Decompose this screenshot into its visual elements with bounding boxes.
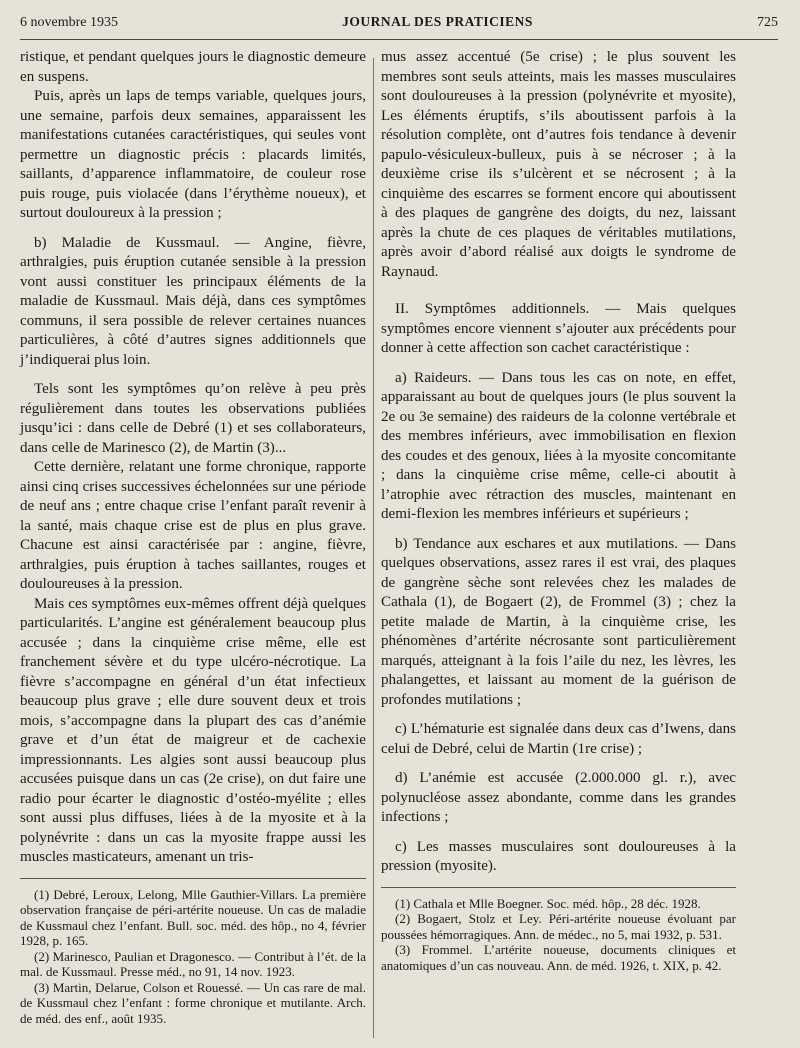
running-header (20, 14, 778, 40)
footnote: (1) Cathala et Mlle Boegner. Soc. méd. hôp., 28 déc. 1928. (395, 895, 701, 911)
footnote: (2) Marinesco, Paulian et Dragonesco. — Contribut à l’ét. de la mal. de Kussmaul. Presse méd., no 91, 14 nov. 1923. (20, 948, 366, 979)
column-divider (373, 58, 374, 1038)
paragraph: c) L’hématurie est signalée dans deux cas d’Iwens, dans celui de Debré, celui de Martin (1re crise) ; (381, 721, 736, 757)
issue-date: 6 novembre 1935 (20, 15, 118, 30)
left-column (20, 48, 366, 1026)
journal-title: JOURNAL DES PRATICIENS (342, 14, 533, 29)
right-column (381, 48, 736, 973)
paragraph: d) L’anémie est accusée (2.000.000 gl. r.), avec polynucléose assez abondante, comme dans les grandes infections ; (381, 770, 736, 825)
paragraph: Mais ces symptômes eux-mêmes offrent déjà quelques particularités. L’angine est généralement beaucoup plus accusée ; dans la cinquième crise même, elle est franchement sévère et du type ulcéro-nécrotique. La fièvre s’accompagne en général d’un état infectieux beaucoup plus grave ; elle dure souvent deux et trois mois, s’accompagne dans la plupart des cas d’anémie grave et d’un état de maigreur et de cachexie impressionnants. Les algies sont aussi beaucoup plus accusées puisque dans un cas (2e crise), on dut faire une radio pour écarter le diagnostic d’ostéo-myélite ; elles sont aussi plus diffuses, liées à de la myosite et à la polynévrite : dans un cas la myosite frappe aussi les muscles masticateurs, amenant un tris- (20, 595, 366, 865)
paragraph: b) Tendance aux eschares et aux mutilations. — Dans quelques observations, assez rares il est vrai, des plaques de gangrène sèche sont relevées chez les malades de Cathala (1), de Bogaert (2), de Frommel (3) ; chez la petite malade de Martin, à la cinquième crise, les phénomènes d’artérite nécrosante sont particulièrement marqués, atteignant à la fois l’aile du nez, les lèvres, les phalangettes, et laissant au moment de la guérison de profondes mutilations ; (381, 535, 736, 708)
paragraph: mus assez accentué (5e crise) ; le plus souvent les membres sont seuls atteints, mais les masses musculaires sont douloureuses à la pression (polynévrite et myosite), Les éléments éruptifs, s’ils aboutissent parfois à la résolution complète, ont d’autres fois tendance à devenir papulo-vésiculeux-bulleux, puis à se nécroser ; à la deuxième crise ils s’ulcèrent et se nécrosent ; à la cinquième des escarres se forment encore qui aboutissent à des plaques de gangrène des doigts, du nez, laissant après la chute de ces plaques de véritables mutilations, après avoir d’abord réalisé aux doigts le syndrome de Raynaud. (381, 49, 736, 280)
paragraph: Puis, après un laps de temps variable, quelques jours, une semaine, parfois deux semaines, apparaissent les manifestations cutanées caractéristiques, qui seules vont permettre un diagnostic précis : placards limités, saillants, d’apparence inflammatoire, de couleur rose puis rouge, puis violacée (dans l’érythème noueux), et surtout douloureux à la pression ; (20, 88, 366, 221)
footnote: (1) Debré, Leroux, Lelong, Mlle Gauthier-Villars. La première observation française de péri-artérite noueuse. Un cas de maladie de Kussmaul chez l’enfant. Bull. soc. méd. des hôp., no 4, février 1928, p. 165. (20, 886, 366, 948)
paragraph: a) Raideurs. — Dans tous les cas on note, en effet, apparaissant au bout de quelques jours (le plus souvent la 2e ou 3e semaine) des raideurs de la colonne vertébrale et des membres inférieurs, avec immobilisation en flexion des coudes et des genoux, liées à la myosite concomitante ; dans la cinquième crise même, celle-ci aboutit à l’atrophie avec rétraction des muscles, maintenant en demi-flexion les membres inférieurs et supérieurs ; (381, 369, 736, 522)
paragraph: c) Les masses musculaires sont douloureuses à la pression (myosite). (381, 838, 736, 874)
footnote: (2) Bogaert, Stolz et Ley. Péri-artérite noueuse évoluant par poussées hémorragiques. Ann. de médec., no 5, mai 1932, p. 531. (381, 911, 736, 942)
footnote: (3) Martin, Delarue, Colson et Rouessé. — Un cas rare de mal. de Kussmaul chez l’enfant : forme chronique et mutilante. Arch. de méd. des enf., août 1935. (20, 979, 366, 1026)
paragraph: Cette dernière, relatant une forme chronique, rapporte ainsi cinq crises successives échelonnées sur une période de neuf ans ; entre chaque crise l’enfant paraît revenir à la santé, mais chaque crise est de plus en plus grave. Chacune est ainsi caractérisée par : angine, fièvre, arthralgies, puis éruption à taches saillantes, rouges et douloureuses à la pression. (20, 459, 366, 592)
section-heading-paragraph: II. Symptômes additionnels. — Mais quelques symptômes encore viennent s’ajouter aux précédents pour donner à cette affection son cachet caractéristique : (381, 301, 736, 356)
paragraph: b) Maladie de Kussmaul. — Angine, fièvre, arthralgies, puis éruption cutanée sensible à la pression vont aussi constituer les principaux éléments de la maladie de Kussmaul. Mais déjà, dans ces symptômes communs, il sera possible de relever certaines nuances particulières, à côté d’autres signes additionnels que j’indiquerai plus loin. (20, 234, 366, 368)
footnote-divider (381, 887, 736, 888)
page-number: 725 (757, 15, 778, 30)
footnote: (3) Frommel. L’artérite noueuse, documents cliniques et anatomiques d’un cas nouveau. Ann. de méd. 1926, t. XIX, p. 42. (381, 942, 736, 973)
paragraph: ristique, et pendant quelques jours le diagnostic demeure en suspens. (20, 49, 366, 85)
footnote-divider (20, 878, 366, 879)
paragraph: Tels sont les symptômes qu’on relève à peu près régulièrement dans toutes les observations publiées jusqu’ici : dans celle de Debré (1) et ses collaborateurs, dans celle de Marinesco (2), de Martin (3)... (20, 381, 366, 456)
